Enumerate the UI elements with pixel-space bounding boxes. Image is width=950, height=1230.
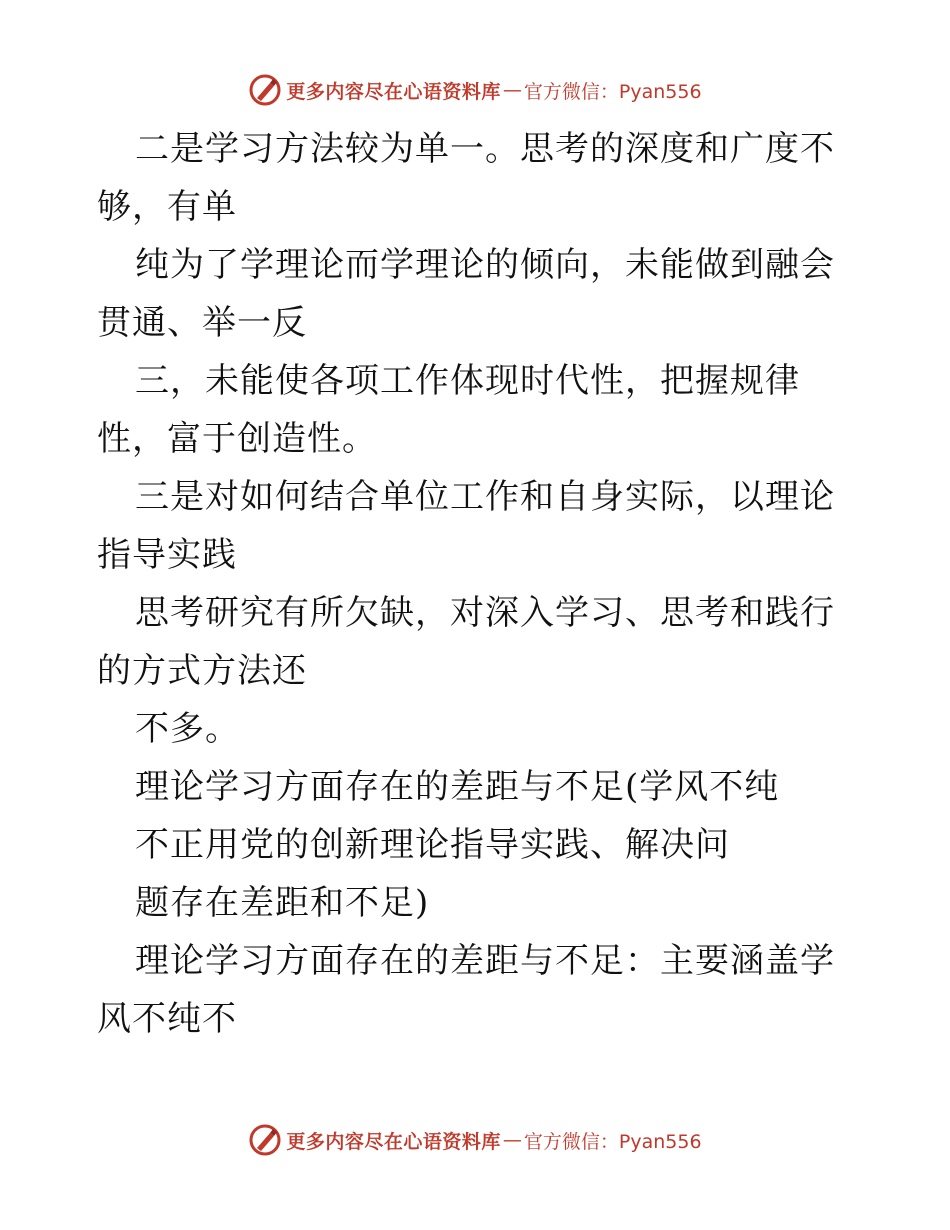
- paragraph: 不正用党的创新理论指导实践、解决问: [135, 825, 730, 865]
- paragraph: 理论学习方面存在的差距与不足：主要涵盖学风不纯不: [97, 941, 835, 1039]
- paragraph: 三，未能使各项工作体现时代性，把握规律性，富于创造性。: [97, 361, 800, 459]
- paragraph: 题存在差距和不足): [135, 883, 430, 923]
- pen-seal-icon: [248, 1123, 282, 1157]
- paragraph: 思考研究有所欠缺，对深入学习、思考和践行的方式方法还: [97, 593, 835, 691]
- paragraph: 二是学习方法较为单一。思考的深度和广度不够，有单: [97, 129, 835, 227]
- paragraph: 理论学习方面存在的差距与不足(学风不纯: [135, 767, 780, 807]
- footer-wechat-text: 官方微信：Pyan556: [523, 1130, 702, 1153]
- footer-separator: —: [502, 1129, 522, 1151]
- footer-brand-text: 更多内容尽在心语资料库: [286, 1130, 501, 1153]
- document-body: [97, 120, 867, 1048]
- paragraph: 纯为了学理论而学理论的倾向，未能做到融会贯通、举一反: [97, 245, 835, 343]
- paragraph: 三是对如何结合单位工作和自身实际，以理论指导实践: [97, 477, 835, 575]
- header-brand-text: 更多内容尽在心语资料库: [286, 80, 501, 103]
- header-separator: —: [502, 79, 522, 101]
- pen-seal-icon: [248, 73, 282, 107]
- header-wechat-text: 官方微信：Pyan556: [523, 80, 702, 103]
- footer-banner: [0, 1120, 950, 1160]
- paragraph: 不多。: [135, 709, 240, 749]
- header-banner: [0, 70, 950, 110]
